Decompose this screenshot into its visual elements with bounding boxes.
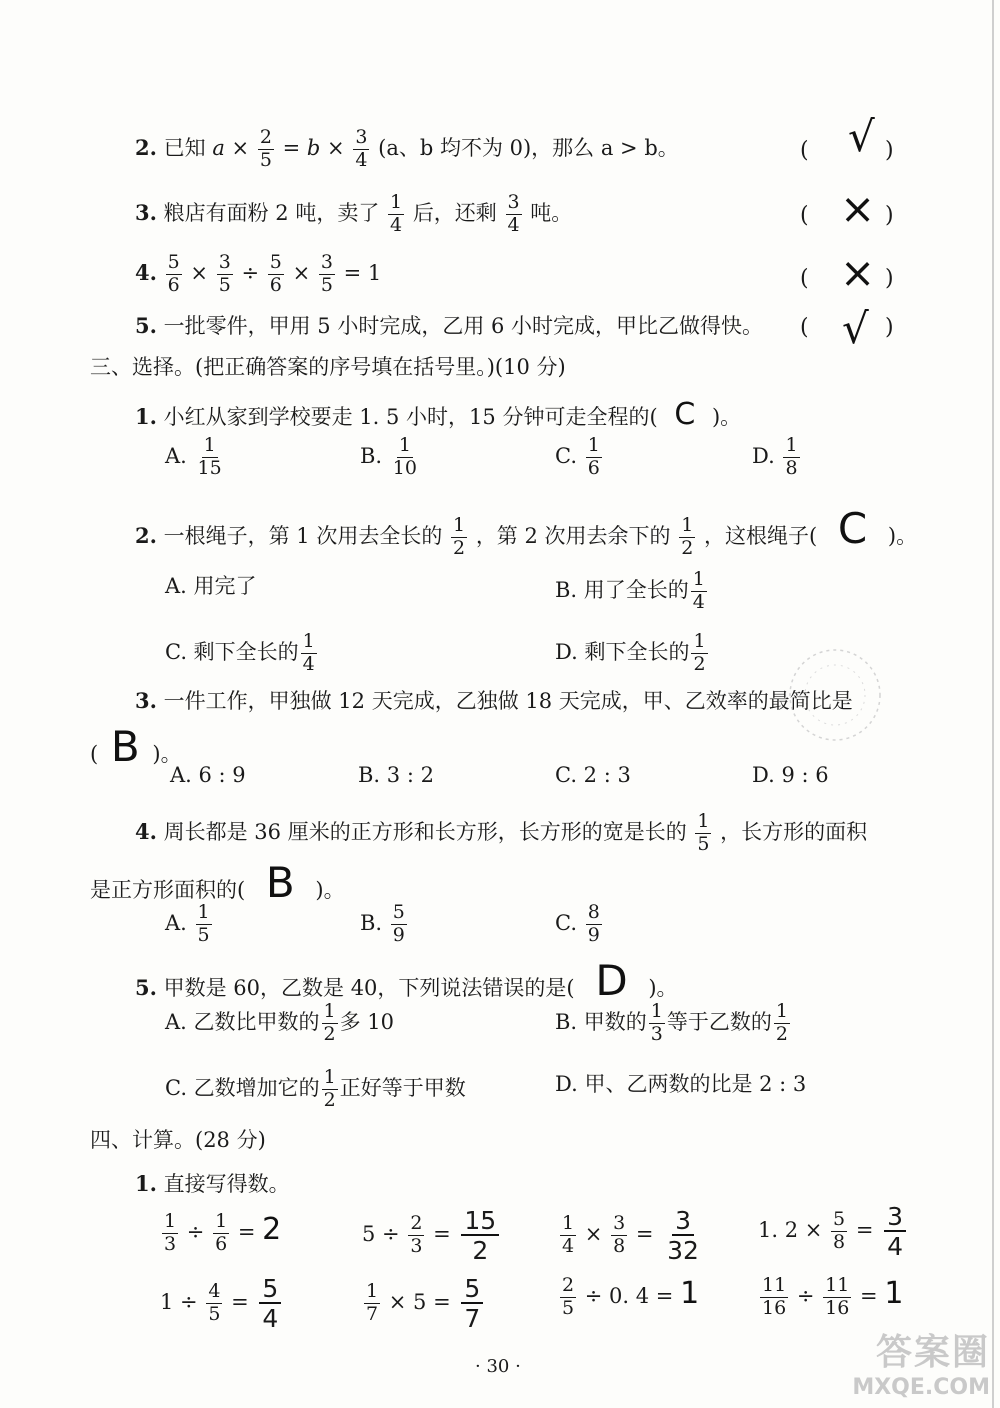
calc-item: $\frac{1}{3}$ ÷ $\frac{1}{6}$ = 2	[164, 1210, 282, 1255]
calc-item: $\frac{11}{16}$ ÷ $\frac{11}{16}$ = 1	[762, 1274, 904, 1319]
judge-item-2: 2. 已知 a × $\frac{2}{5}$ = b × $\frac{3}{4}$ (a、b 均不为 0)，那么 a > b。	[135, 126, 679, 171]
fraction: $\frac{1}{4}$	[390, 191, 403, 236]
calc-item: 1. 2 × $\frac{5}{8}$ = $\frac{3}{4}$	[758, 1204, 906, 1259]
choice-q3-blank: ( B )。	[90, 722, 182, 771]
fraction: $\frac{3}{4}$	[355, 126, 368, 171]
choice-q5-option-b: B. 甲数的 $\frac{1}{3}$ 等于乙数的 $\frac{1}{2}$	[555, 1000, 788, 1045]
fraction: $\frac{3}{4}$	[507, 191, 520, 236]
handwritten-answer: 1	[680, 1275, 700, 1311]
choice-q5-option-c: C. 乙数增加它的 $\frac{1}{2}$ 正好等于甲数	[165, 1066, 466, 1111]
fraction: $\frac{5}{6}$	[167, 251, 180, 296]
handwritten-answer: C	[674, 397, 696, 432]
choice-q1: 1. 小红从家到学校要走 1. 5 小时，15 分钟可走全程的( C )。	[135, 397, 742, 432]
answer-paren: )	[885, 203, 894, 228]
handwritten-answer: $\frac{15}{2}$	[461, 1208, 499, 1263]
choice-q2: 2. 一根绳子，第 1 次用去全长的 $\frac{1}{2}$ ，第 2 次用去余下的 $\frac{1}{2}$ ，这根绳子( C )。	[135, 504, 918, 559]
answer-paren: )	[885, 266, 894, 291]
handwritten-answer: 1	[884, 1275, 904, 1311]
judge-item-4: 4. $\frac{5}{6}$ × $\frac{3}{5}$ ÷ $\frac{5}{6}$ × $\frac{3}{5}$ = 1	[135, 251, 382, 296]
fraction: $\frac{3}{5}$	[320, 251, 333, 296]
page-number: · 30 ·	[475, 1356, 521, 1377]
handwritten-answer: $\frac{3}{32}$	[667, 1206, 699, 1265]
handwritten-answer: √	[842, 304, 869, 353]
choice-q5-option-a: A. 乙数比甲数的 $\frac{1}{2}$ 多 10	[165, 1000, 395, 1045]
handwritten-answer: B	[110, 722, 140, 771]
calc-item: $\frac{1}{7}$ × 5 = $\frac{5}{7}$	[362, 1276, 483, 1331]
handwritten-answer: B	[265, 858, 295, 907]
choice-q2-option-c: C. 剩下全长的 $\frac{1}{4}$	[165, 630, 315, 675]
handwritten-answer: $\frac{5}{7}$	[461, 1276, 483, 1331]
choice-q4-option-c: C. $\frac{8}{9}$	[555, 901, 600, 946]
judge-item-3: 3. 粮店有面粉 2 吨，卖了 $\frac{1}{4}$ 后，还剩 $\frac{3}{4}$ 吨。	[135, 191, 573, 236]
handwritten-answer: 2	[262, 1211, 282, 1247]
calc-item: $\frac{2}{5}$ ÷ 0. 4 = 1	[562, 1274, 700, 1319]
answer-paren: (	[800, 315, 809, 340]
handwritten-answer: $\frac{5}{4}$	[259, 1276, 281, 1331]
choice-q3-option-c: C. 2 : 3	[555, 763, 631, 787]
choice-q4-option-a: A. $\frac{1}{5}$	[165, 901, 210, 946]
choice-q4-line2: 是正方形面积的( B )。	[90, 858, 345, 907]
handwritten-answer: D	[595, 956, 628, 1005]
choice-q4-option-b: B. $\frac{5}{9}$	[360, 901, 405, 946]
handwritten-answer: ×	[840, 248, 876, 297]
handwritten-answer: ×	[840, 184, 876, 233]
choice-q5: 5. 甲数是 60，乙数是 40，下列说法错误的是( D )。	[135, 956, 678, 1005]
calc-item: 1 ÷ $\frac{4}{5}$ = $\frac{5}{4}$	[160, 1276, 281, 1331]
choice-q3-option-a: A. 6 : 9	[170, 763, 246, 787]
fraction: $\frac{3}{5}$	[218, 251, 231, 296]
choice-q2-option-d: D. 剩下全长的 $\frac{1}{2}$	[555, 630, 706, 675]
handwritten-answer: C	[837, 504, 868, 553]
choice-q1-option-c: C. $\frac{1}{6}$	[555, 434, 600, 479]
watermark: 答案圈 MXQE.COM	[852, 1332, 990, 1400]
answer-paren: )	[885, 315, 894, 340]
choice-q1-option-d: D. $\frac{1}{8}$	[752, 434, 798, 479]
answer-paren: )	[885, 138, 894, 163]
answer-paren: (	[800, 266, 809, 291]
choice-q4: 4. 周长都是 36 厘米的正方形和长方形，长方形的宽是长的 $\frac{1}{5}$ ，长方形的面积	[135, 810, 868, 855]
handwritten-answer: √	[848, 112, 875, 161]
calc-item: 5 ÷ $\frac{2}{3}$ = $\frac{15}{2}$	[362, 1208, 499, 1263]
judge-item-5: 5. 一批零件，甲用 5 小时完成，乙用 6 小时完成，甲比乙做得快。	[135, 313, 764, 338]
scan-edge	[992, 0, 994, 1408]
calc-sub1: 1. 直接写得数。	[135, 1171, 290, 1196]
answer-paren: (	[800, 138, 809, 163]
fraction: $\frac{5}{6}$	[269, 251, 282, 296]
calc-item: $\frac{1}{4}$ × $\frac{3}{8}$ = $\frac{3}{32}$	[558, 1208, 702, 1263]
choice-q1-option-b: B. $\frac{1}{10}$	[360, 434, 417, 479]
choice-q2-option-b: B. 用了全长的 $\frac{1}{4}$	[555, 568, 705, 613]
fraction: $\frac{2}{5}$	[259, 126, 272, 171]
handwritten-answer: $\frac{3}{4}$	[884, 1204, 906, 1259]
choice-q1-option-a: A. $\frac{1}{15}$	[165, 434, 222, 479]
section-3-title: 三、选择。(把正确答案的序号填在括号里。)(10 分)	[90, 355, 566, 379]
choice-q3-option-b: B. 3 : 2	[358, 763, 434, 787]
answer-paren: (	[800, 203, 809, 228]
section-4-title: 四、计算。(28 分)	[90, 1128, 266, 1152]
choice-q3-option-d: D. 9 : 6	[752, 763, 829, 787]
choice-q3: 3. 一件工作，甲独做 12 天完成，乙独做 18 天完成，甲、乙效率的最简比是	[135, 688, 853, 713]
choice-q2-option-a: A. 用完了	[165, 574, 257, 598]
choice-q5-option-d: D. 甲、乙两数的比是 2 : 3	[555, 1072, 807, 1096]
